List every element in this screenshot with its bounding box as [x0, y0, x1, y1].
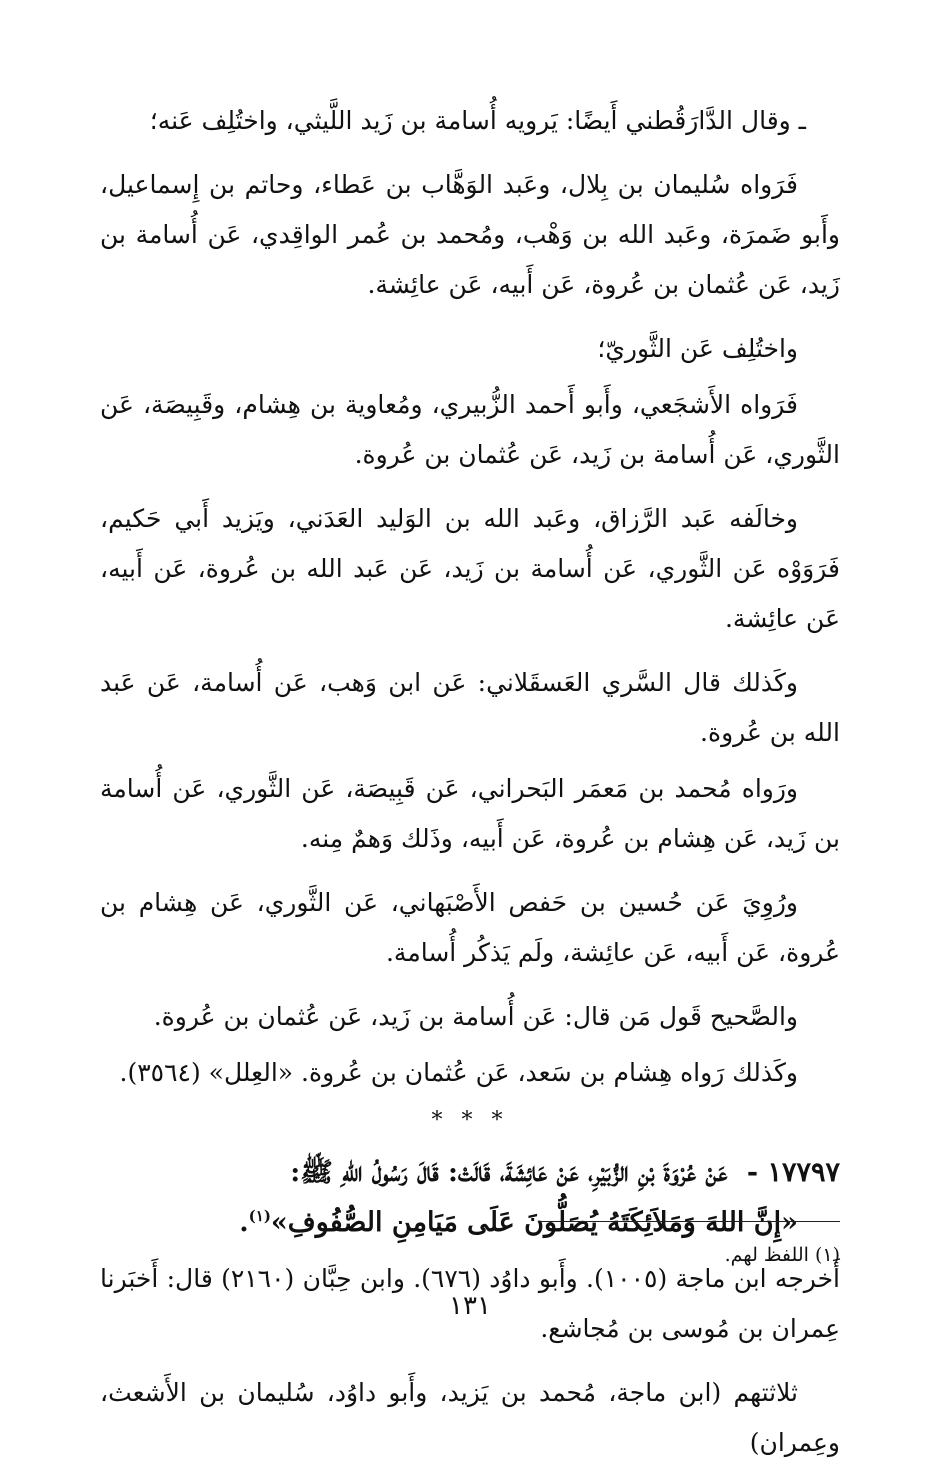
hadith-number: ١٧٧٩٧ - — [746, 1157, 840, 1188]
paragraph-isbahani-chain: ورُوِيَ عَن حُسين بن حَفص الأَصْبَهاني، عَن الثَّوري، عَن هِشام بن عُروة، عَن أَبيه، عَن عائِشة، ولَم يَذكُر أُسامة. — [100, 888, 840, 967]
hadith-quote: «إِنَّ اللهَ وَمَلاَئِكَتَهُ يُصَلُّونَ عَلَى مَيَامِنِ الصُّفُوفِ» — [270, 1207, 798, 1238]
paragraph-thawri-dispute: واختُلِف عَن الثَّوريّ؛ — [597, 334, 798, 363]
hadith-quote-line: «إِنَّ اللهَ وَمَلاَئِكَتَهُ يُصَلُّونَ عَلَى مَيَامِنِ الصُّفُوفِ»$^{(١)}$. — [239, 1207, 798, 1238]
footnote-marker: (١) — [248, 1207, 271, 1225]
paragraph-narrators-list: فَرَواه سُليمان بن بِلال، وعَبد الوَهَّاب بن عَطاء، وحاتم بن إِسماعيل، وأَبو ضَمرَة، وعَبد الله بن وَهْب، ومُحمد بن عُمر الواقِدي، عَن أُسامة بن زَيد، عَن عُثمان بن عُروة، عَن أَبيه، عَن عائِشة. — [100, 170, 840, 299]
section-separator: * * * — [431, 1108, 509, 1133]
paragraph-sari-asqalani: وكَذلك قال السَّري العَسقَلاني: عَن ابن وَهب، عَن أُسامة، عَن عَبد الله بن عُروة. — [100, 668, 840, 747]
hadith-block — [100, 1148, 840, 1248]
hadith-chain: عَنْ عُرْوَةَ بْنِ الزُّبَيْرِ، عَنْ عَائِشَةَ، قَالَتْ: قَالَ رَسُولُ اللهِ ﷺ: — [290, 1157, 728, 1188]
paragraph-takhrij: أَخرجه ابن ماجة (١٠٠٥). وأَبو داوُد (٦٧٦). وابن حِبَّان (٢١٦٠) قال: أَخبَرنا عِمران بن مُوسى بن مُجاشع. — [100, 1264, 840, 1343]
paragraph-daraqutni-intro: ـ وقال الدَّارَقُطني أَيضًا: يَرويه أُسامة بن زَيد اللَّيثي، واختُلِف عَنه؛ — [149, 106, 806, 135]
paragraph-bahrani-chain: ورَواه مُحمد بن مَعمَر البَحراني، عَن قَبِيصَة، عَن الثَّوري، عَن أُسامة بن زَيد، عَن هِشام بن عُروة، عَن أَبيه، وذَلك وَهمٌ مِنه. — [100, 774, 840, 853]
paragraph-three-narrators: ثلاثتهم (ابن ماجة، مُحمد بن يَزيد، وأَبو داوُد، سُليمان بن الأَشعث، وعِمران) — [100, 1378, 840, 1457]
paragraph-ilal-reference: وكَذلك رَواه هِشام بن سَعد، عَن عُثمان بن عُروة. «العِلل» (٣٥٦٤). — [119, 1058, 798, 1087]
page-number: ١٣١ — [449, 1291, 491, 1321]
paragraph-correct-opinion: والصَّحيح قَول مَن قال: عَن أُسامة بن زَيد، عَن عُثمان بن عُروة. — [153, 1002, 798, 1031]
footnote-divider — [538, 1221, 840, 1222]
paragraph-ashjai-chain: فَرَواه الأَشجَعي، وأَبو أَحمد الزُّبيري، ومُعاوية بن هِشام، وقَبِيصَة، عَن الثَّوري، عَن أُسامة بن زَيد، عَن عُثمان بن عُروة. — [100, 390, 840, 469]
footnote-text: (١) اللفظ لهم. — [724, 1244, 840, 1266]
paragraph-abdulrazzaq-chain: وخالَفه عَبد الرَّزاق، وعَبد الله بن الوَليد العَدَني، ويَزيد أَبي حَكيم، فَرَوَوْه عَن الثَّوري، عَن أُسامة بن زَيد، عَن عَبد الله بن عُروة، عَن أَبيه، عَن عائِشة. — [100, 504, 840, 633]
page-body — [100, 96, 840, 1482]
